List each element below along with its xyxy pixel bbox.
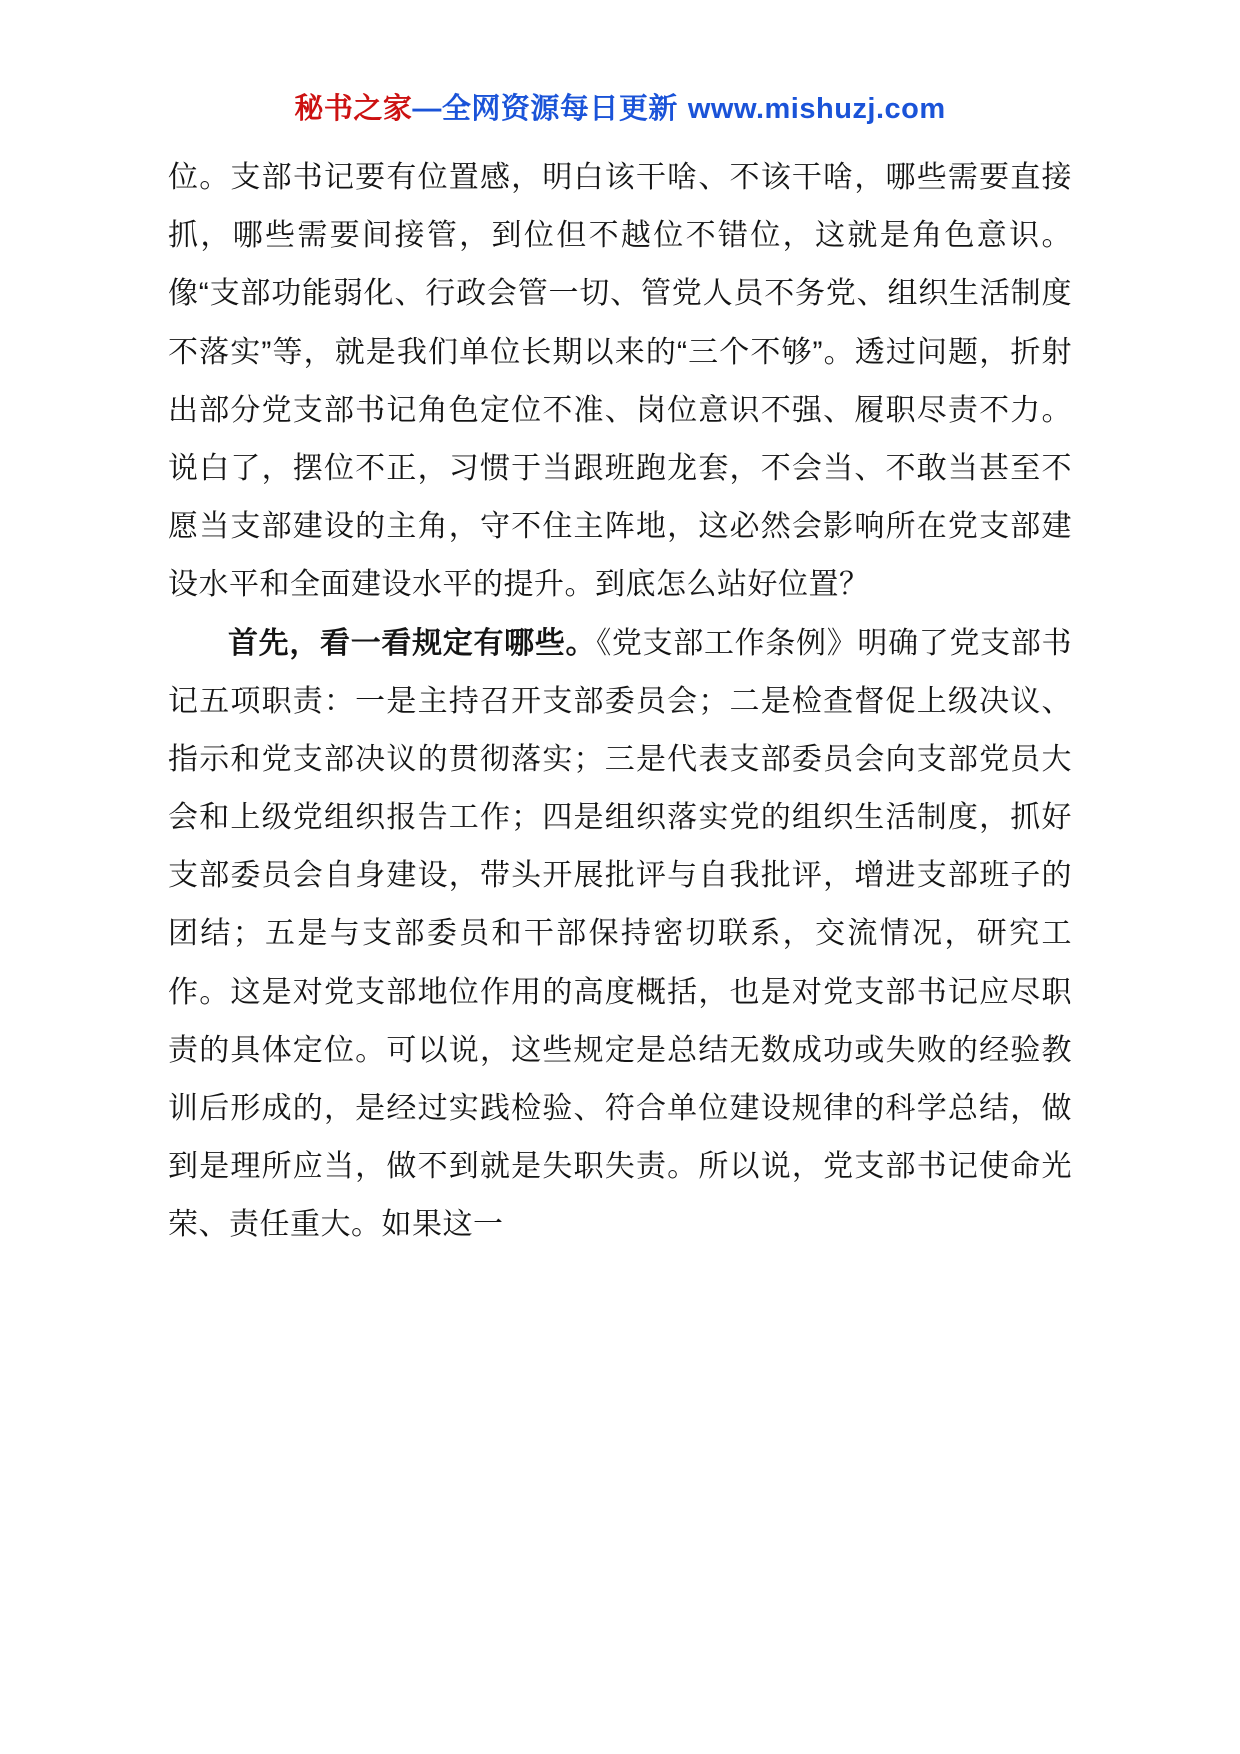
- page-header: [168, 86, 1072, 127]
- site-url-link[interactable]: www.mishuzj.com: [687, 93, 946, 125]
- document-body: [168, 149, 1072, 1255]
- paragraph: [168, 149, 1072, 615]
- site-name: 秘书之家: [294, 93, 413, 125]
- site-tagline: —全网资源每日更新: [412, 93, 678, 125]
- paragraph: [168, 615, 1072, 1255]
- paragraph-text: 《党支部工作条例》明确了党支部书记五项职责：一是主持召开支部委员会；二是检查督促上级决议、指示和党支部决议的贯彻落实；三是代表支部委员会向支部党员大会和上级党组织报告工作；四是组织落实党的组织生活制度，抓好支部委员会自身建设，带头开展批评与自我批评，增进支部班子的团结；五是与支部委员和干部保持密切联系，交流情况，研究工作。这是对党支部地位作用的高度概括，也是对党支部书记应尽职责的具体定位。可以说，这些规定是总结无数成功或失败的经验教训后形成的，是经过实践检验、符合单位建设规律的科学总结，做到是理所应当，做不到就是失职失责。所以说，党支部书记使命光荣、责任重大。如果这一: [168, 626, 1073, 1242]
- paragraph-lead-bold: 首先，看一看规定有哪些。: [228, 626, 597, 660]
- paragraph-text: 位。支部书记要有位置感，明白该干啥、不该干啥，哪些需要直接抓，哪些需要间接管，到位但不越位不错位，这就是角色意识。像“支部功能弱化、行政会管一切、管党人员不务党、组织生活制度不落实”等，就是我们单位长期以来的“三个不够”。透过问题，折射出部分党支部书记角色定位不准、岗位意识不强、履职尽责不力。说白了，摆位不正，习惯于当跟班跑龙套，不会当、不敢当甚至不愿当支部建设的主角，守不住主阵地，这必然会影响所在党支部建设水平和全面建设水平的提升。到底怎么站好位置？: [168, 161, 1072, 602]
